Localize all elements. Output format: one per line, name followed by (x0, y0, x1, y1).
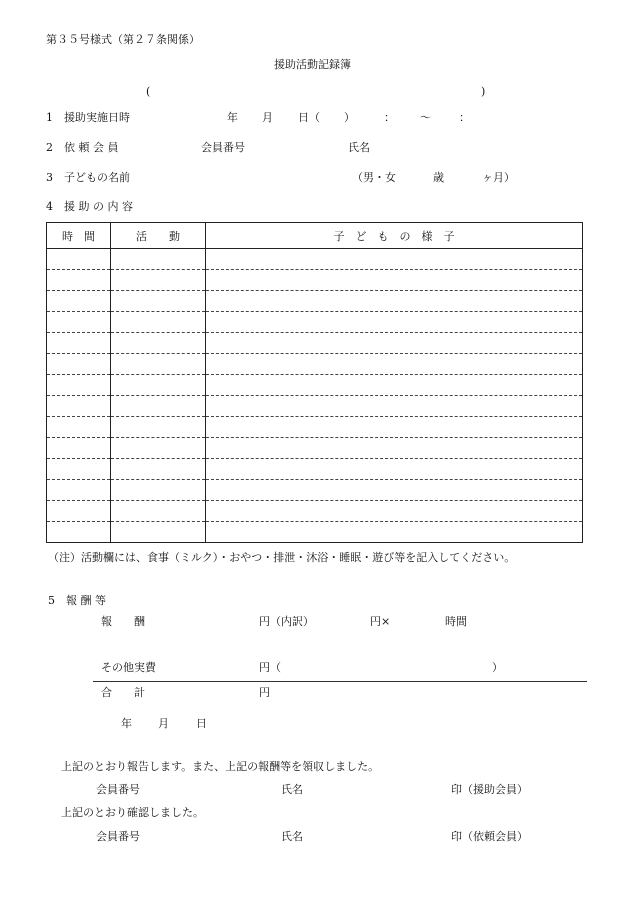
sign1-name: 氏名 (281, 783, 303, 796)
time-cell[interactable] (47, 480, 111, 501)
paren-open: ( (146, 85, 151, 98)
activity-cell[interactable] (111, 270, 206, 291)
table-row (47, 375, 583, 396)
table-header-row (47, 223, 583, 249)
table-row (47, 417, 583, 438)
time-cell[interactable] (47, 312, 111, 333)
child-condition-cell[interactable] (206, 522, 583, 543)
other-expense-yen: 円（ (259, 661, 281, 674)
activity-cell[interactable] (111, 291, 206, 312)
child-condition-cell[interactable] (206, 312, 583, 333)
total-divider (93, 681, 587, 682)
table-row (47, 396, 583, 417)
sign1-member-no: 会員番号 (96, 783, 140, 796)
sign2-member-no: 会員番号 (96, 830, 140, 843)
activity-table (46, 222, 583, 543)
time-cell[interactable] (47, 249, 111, 270)
table-row (47, 270, 583, 291)
confirm-statement: 上記のとおり確認しました。 (61, 806, 204, 819)
table-row (47, 459, 583, 480)
report-statement: 上記のとおり報告します。また、上記の報酬等を領収しました。 (61, 760, 380, 773)
item1-month: 月 (262, 111, 273, 124)
child-condition-cell[interactable] (206, 375, 583, 396)
item1-label: 1 援助実施日時 (46, 111, 130, 124)
reward-yen-breakdown: 円（内訳） (259, 615, 314, 628)
activity-cell[interactable] (111, 459, 206, 480)
item3-gender: （男・女 (352, 171, 396, 184)
activity-cell[interactable] (111, 333, 206, 354)
date-day: 日 (196, 717, 207, 730)
sign2-name: 氏名 (281, 830, 303, 843)
other-expense-label: その他実費 (101, 661, 156, 674)
item3-months: ヶ月） (482, 171, 515, 184)
time-cell[interactable] (47, 396, 111, 417)
activity-cell[interactable] (111, 375, 206, 396)
item2-member-no: 会員番号 (201, 141, 245, 154)
item1-close: ） (344, 111, 355, 124)
total-yen: 円 (259, 686, 270, 699)
table-row (47, 312, 583, 333)
activity-cell[interactable] (111, 480, 206, 501)
item5-label: 5 報 酬 等 (48, 594, 106, 607)
time-cell[interactable] (47, 522, 111, 543)
activity-cell[interactable] (111, 396, 206, 417)
activity-cell[interactable] (111, 312, 206, 333)
time-cell[interactable] (47, 291, 111, 312)
reward-label: 報 酬 (101, 615, 145, 628)
time-cell[interactable] (47, 354, 111, 375)
table-row (47, 438, 583, 459)
child-condition-cell[interactable] (206, 501, 583, 522)
header-time: 時 間 (47, 223, 111, 249)
table-row (47, 291, 583, 312)
item1-day: 日（ (298, 111, 320, 124)
child-condition-cell[interactable] (206, 249, 583, 270)
activity-cell[interactable] (111, 417, 206, 438)
activity-cell[interactable] (111, 354, 206, 375)
table-row (47, 501, 583, 522)
sign2-seal: 印（依頼会員） (451, 830, 528, 843)
item1-colon1: ： (384, 111, 395, 124)
item4-label: 4 援 助 の 内 容 (46, 200, 133, 213)
sign1-seal: 印（援助会員） (451, 783, 528, 796)
child-condition-cell[interactable] (206, 480, 583, 501)
item2-label: 2 依 頼 会 員 (46, 141, 119, 154)
table-row (47, 480, 583, 501)
child-condition-cell[interactable] (206, 459, 583, 480)
header-child-condition: 子 ど も の 様 子 (206, 223, 583, 249)
table-row (47, 249, 583, 270)
item1-year: 年 (227, 111, 238, 124)
table-row (47, 354, 583, 375)
item3-age: 歳 (433, 171, 444, 184)
activity-cell[interactable] (111, 522, 206, 543)
table-body (47, 249, 583, 543)
item1-colon2: ： (459, 111, 470, 124)
child-condition-cell[interactable] (206, 417, 583, 438)
child-condition-cell[interactable] (206, 333, 583, 354)
time-cell[interactable] (47, 333, 111, 354)
date-year: 年 (121, 717, 132, 730)
header-activity: 活 動 (111, 223, 206, 249)
table-note: （注）活動欄には、食事（ミルク）・おやつ・排泄・沐浴・睡眠・遊び等を記入してください。 (48, 551, 516, 564)
table-row (47, 333, 583, 354)
child-condition-cell[interactable] (206, 354, 583, 375)
time-cell[interactable] (47, 459, 111, 480)
table-row (47, 522, 583, 543)
time-cell[interactable] (47, 501, 111, 522)
time-cell[interactable] (47, 270, 111, 291)
time-cell[interactable] (47, 438, 111, 459)
child-condition-cell[interactable] (206, 396, 583, 417)
child-condition-cell[interactable] (206, 270, 583, 291)
paren-close: ) (481, 85, 486, 98)
child-condition-cell[interactable] (206, 291, 583, 312)
reward-hours: 時間 (445, 615, 467, 628)
time-cell[interactable] (47, 375, 111, 396)
item3-label: 3 子どもの名前 (46, 171, 130, 184)
time-cell[interactable] (47, 417, 111, 438)
total-label: 合 計 (101, 686, 145, 699)
activity-cell[interactable] (111, 501, 206, 522)
item1-tilde: 〜 (420, 111, 431, 124)
activity-cell[interactable] (111, 438, 206, 459)
document-title: 援助活動記録簿 (274, 58, 351, 71)
reward-yen-times: 円× (370, 615, 391, 628)
other-expense-close: ） (492, 661, 503, 674)
form-number: 第３５号様式（第２７条関係） (46, 33, 200, 46)
date-month: 月 (158, 717, 169, 730)
activity-cell[interactable] (111, 249, 206, 270)
item2-name: 氏名 (348, 141, 370, 154)
child-condition-cell[interactable] (206, 438, 583, 459)
